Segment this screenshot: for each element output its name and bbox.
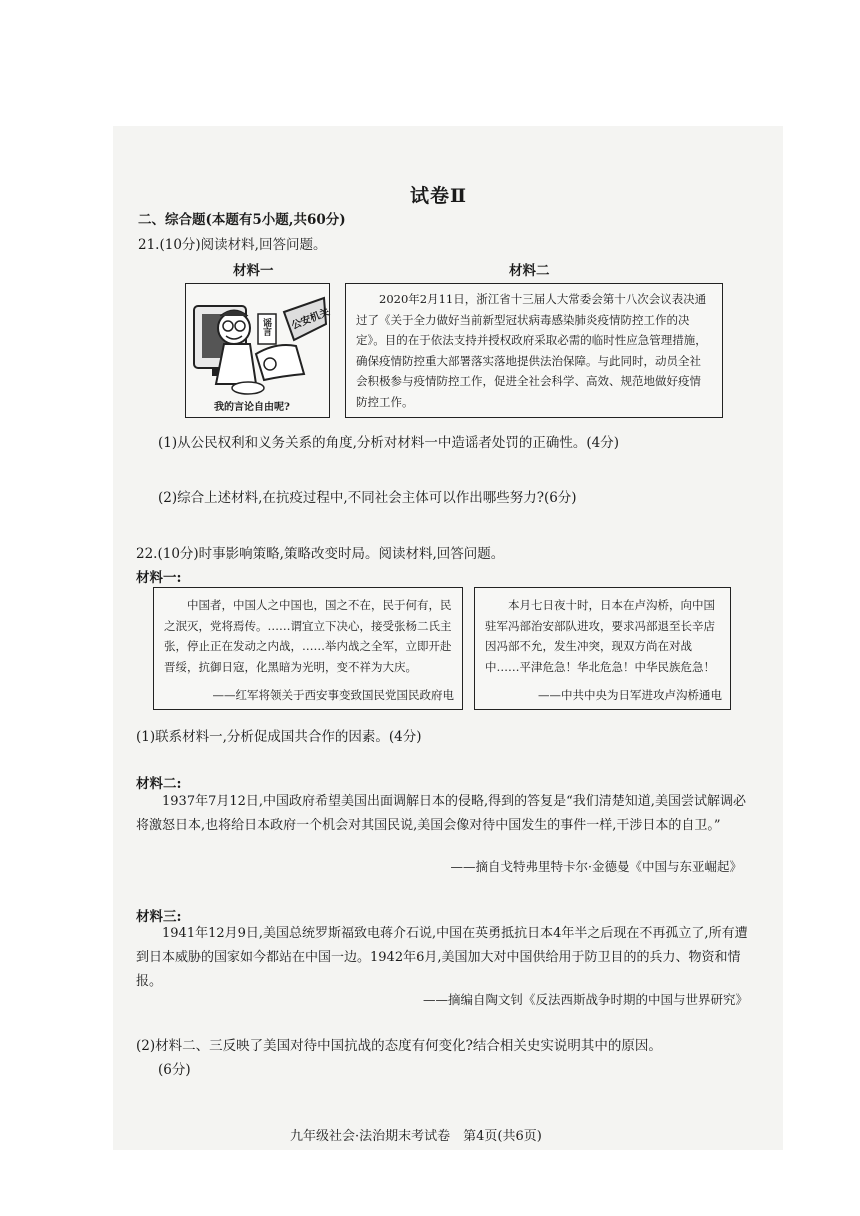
q21-cartoon-box [185,283,330,418]
q21-sub-question-1: (1)从公民权利和义务关系的角度,分析对材料一中造谣者处罚的正确性。(4分) [158,435,620,451]
q22-left-box-source: ——红军将领关于西安事变致国民党国民政府电 [212,688,454,702]
q21-material-1-label: 材料一 [233,263,274,279]
cartoon-caption: 我的言论自由呢? [214,402,290,413]
q22-stem: 22.(10分)时事影响策略,策略改变时局。阅读材料,回答问题。 [136,546,505,562]
q22-right-box-source: ——中共中央为日军进攻卢沟桥通电 [538,688,722,702]
q22-right-box [474,587,731,710]
q22-sub-question-1: (1)联系材料一,分析促成国共合作的因素。(4分) [136,729,422,745]
q22-right-box-text: 本月七日夜十时，日本在卢沟桥，向中国驻军冯部治安部队进攻，要求冯部退至长辛店因冯部不允，发生冲突，现双方尚在对战中……平津危急！华北危急！中华民族危急！ [485,598,715,674]
q21-sub-question-2: (2)综合上述材料,在抗疫过程中,不同社会主体可以作出哪些努力?(6分) [158,490,577,506]
q22-material-3-text: 1941年12月9日,美国总统罗斯福致电蒋介石说,中国在英勇抵抗日本4年半之后现在不再孤立了,所有遭到日本威胁的国家如今都站在中国一边。1942年6月,美国加大对中国供给用于防卫目的的兵力、物资和情报。 [136,926,748,989]
section-heading: 二、综合题(本题有5小题,共60分) [138,212,346,228]
q21-material-2-box [345,283,723,418]
page-footer: 九年级社会·法治期末考试卷 第4页(共6页) [290,1129,542,1144]
q22-material-3-source: ——摘编自陶文钊《反法西斯战争时期的中国与世界研究》 [422,992,748,1007]
q21-stem: 21.(10分)阅读材料,回答问题。 [138,237,327,253]
q22-material-1-label: 材料一: [136,570,182,586]
q22-sub-question-2-line-1: (2)材料二、三反映了美国对待中国抗战的态度有何变化?结合相关史实说明其中的原因。 [136,1038,662,1054]
cartoon-illustration [186,284,328,416]
q21-material-2-text: 2020年2月11日，浙江省十三届人大常委会第十八次会议表决通过了《关于全力做好当前新型冠状病毒感染肺炎疫情防控工作的决定》。目的在于依法支持并授权政府采取必需的临时性应急管理措施，确保疫情防控重大部署落实落地提供法治保障。与此同时，动员全社会积极参与疫情防控工作，促进全社会科学、高效、规范地做好疫情防控工作。 [356,292,707,409]
cartoon-bubble-text: 谣言 [261,318,271,336]
q22-material-2-source: ——摘自戈特弗里特卡尔·金德曼《中国与东亚崛起》 [450,859,742,874]
cartoon-sign-text: 公安机关 [290,306,332,332]
q22-material-3-label: 材料三: [136,909,182,925]
page-title: 试卷Ⅱ [410,185,468,207]
q22-left-box-text: 中国者，中国人之中国也，国之不在，民于何有，民之泯灭，党将焉传。……谓宜立下决心，接受张杨二氏主张，停止正在发动之内战，……举内战之全军，立即开赴晋绥，抗御日寇，化黑暗为光明，变不祥为大庆。 [164,598,452,674]
q22-sub-question-2-line-2: (6分) [158,1062,191,1078]
q21-material-2-label: 材料二 [509,263,550,279]
q22-left-box [153,587,463,710]
q22-material-2-text: 1937年7月12日,中国政府希望美国出面调解日本的侵略,得到的答复是“我们清楚知道,美国尝试解调必将激怒日本,也将给日本政府一个机会对其国民说,美国会像对待中国发生的事件一样,干涉日本的自卫。” [136,794,746,833]
q22-material-2-label: 材料二: [136,776,182,792]
